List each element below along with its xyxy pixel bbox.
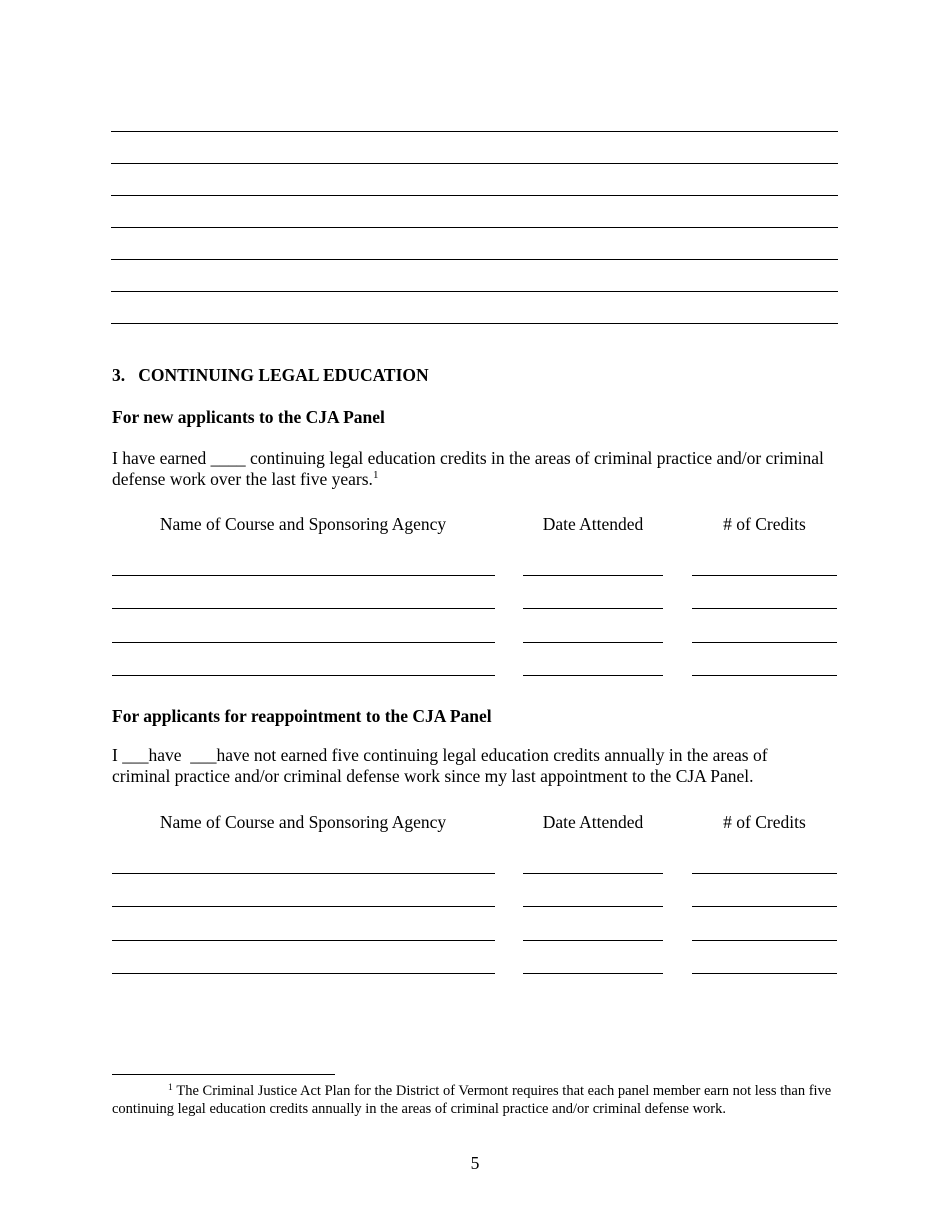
course-field[interactable]: [112, 873, 495, 874]
credits-field[interactable]: [692, 940, 837, 941]
reappointment-heading: For applicants for reappointment to the CJA Panel: [112, 706, 492, 726]
course-field[interactable]: [112, 642, 495, 643]
new-applicants-statement: [112, 448, 827, 490]
credits-field[interactable]: [692, 575, 837, 576]
new-applicants-statement-text: I have earned ____ continuing legal education credits in the areas of criminal practice and/or criminal defense work over the last five years.: [112, 448, 824, 489]
date-field[interactable]: [523, 575, 663, 576]
course-field[interactable]: [112, 940, 495, 941]
credits-field[interactable]: [692, 675, 837, 676]
answer-line[interactable]: [111, 259, 838, 260]
answer-line[interactable]: [111, 131, 838, 132]
date-field[interactable]: [523, 906, 663, 907]
page-number: 5: [470, 1153, 480, 1173]
section-title: CONTINUING LEGAL EDUCATION: [138, 365, 429, 385]
col-header-date: Date Attended: [542, 812, 644, 832]
date-field[interactable]: [523, 675, 663, 676]
date-field[interactable]: [523, 873, 663, 874]
col-header-course: Name of Course and Sponsoring Agency: [159, 812, 447, 832]
new-applicants-heading: For new applicants to the CJA Panel: [112, 407, 385, 427]
course-field[interactable]: [112, 575, 495, 576]
date-field[interactable]: [523, 940, 663, 941]
course-field[interactable]: [112, 906, 495, 907]
footnote-number: 1: [168, 1083, 173, 1093]
reappointment-statement: I ___have ___have not earned five continuing legal education credits annually in the areas of criminal practice and/or criminal defense work since my last appointment to the CJA Panel.: [112, 745, 772, 786]
answer-line[interactable]: [111, 323, 838, 324]
answer-line[interactable]: [111, 291, 838, 292]
credits-field[interactable]: [692, 873, 837, 874]
credits-field[interactable]: [692, 973, 837, 974]
course-field[interactable]: [112, 675, 495, 676]
date-field[interactable]: [523, 973, 663, 974]
col-header-course: Name of Course and Sponsoring Agency: [159, 514, 447, 534]
credits-field[interactable]: [692, 642, 837, 643]
section-heading: [112, 365, 429, 386]
date-field[interactable]: [523, 608, 663, 609]
footnote-ref[interactable]: 1: [372, 469, 379, 481]
col-header-credits: # of Credits: [723, 514, 806, 534]
col-header-date: Date Attended: [542, 514, 644, 534]
col-header-credits: # of Credits: [723, 812, 806, 832]
answer-line[interactable]: [111, 227, 838, 228]
answer-line[interactable]: [111, 195, 838, 196]
footnote-separator: [112, 1074, 335, 1075]
credits-field[interactable]: [692, 906, 837, 907]
footnote-text: The Criminal Justice Act Plan for the District of Vermont requires that each panel member earn not less than five continuing legal education credits annually in the areas of criminal practice and/or criminal defense work.: [112, 1083, 832, 1117]
answer-line[interactable]: [111, 163, 838, 164]
credits-field[interactable]: [692, 608, 837, 609]
section-number: 3.: [112, 365, 126, 385]
date-field[interactable]: [523, 642, 663, 643]
course-field[interactable]: [112, 608, 495, 609]
course-field[interactable]: [112, 973, 495, 974]
footnote: [112, 1082, 842, 1118]
